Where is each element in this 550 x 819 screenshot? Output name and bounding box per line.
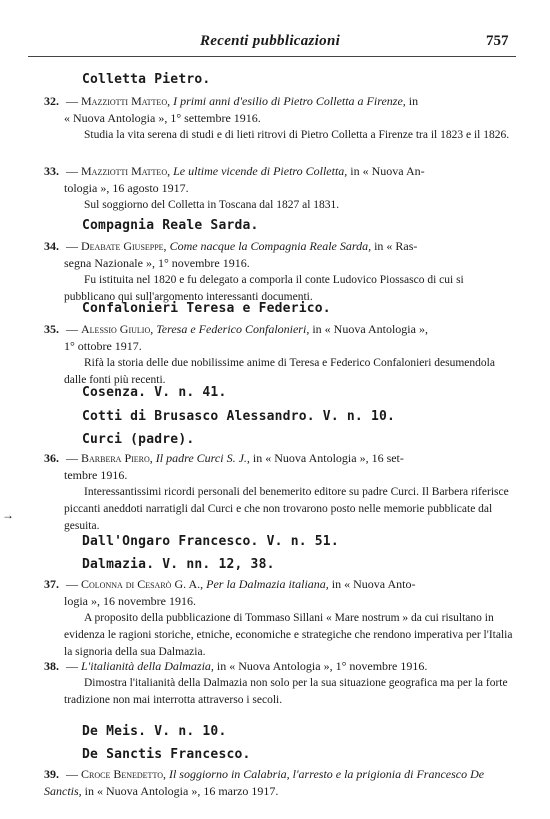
entry-dash: — [66,239,81,253]
entry-source: in « Nuova Antologia », 1° novembre 1916. [213,659,428,673]
margin-mark: → [2,508,14,522]
entry-annotation: Rifà la storia delle due nobilissime anime di Teresa e Federico Confalonieri desumendola dalle fonti più recenti. [64,357,495,386]
entry-number: 34. [44,239,59,253]
entry-number: 36. [44,451,59,465]
entry-source: in « Nuova Antologia », 16 set- [249,451,404,465]
entry-number: 37. [44,577,59,591]
subject-heading: Cotti di Brusasco Alessandro. V. n. 10. [82,409,396,424]
bibliography-entry [44,93,514,144]
entry-source-cont: tologia », 16 agosto 1917. [64,181,189,195]
header-rule [28,56,516,57]
entry-dash: — [66,767,81,781]
entry-annotation: Studia la vita serena di studi e di lieti ritrovi di Pietro Colletta a Firenze tra il 1823 e il 1826. [84,129,510,141]
entry-title: Il soggiorno in Calabria, l'arresto e la prigionia di Francesco De Sanctis, [44,767,485,798]
entry-number: 33. [44,164,59,178]
subject-heading: Dalmazia. V. nn. 12, 38. [82,557,275,572]
entry-source: in « Ras- [371,239,418,253]
subject-heading: De Sanctis Francesco. [82,747,251,762]
running-head-title: Recenti pubblicazioni [200,33,341,49]
entry-title: Per la Dalmazia italiana, [206,577,329,591]
running-head [0,30,550,50]
entry-title: Come nacque la Compagnia Reale Sarda, [169,239,372,253]
entry-source: in « Nuova Antologia », [309,322,428,336]
entry-author: Deabate Giuseppe, [81,239,167,253]
entry-source-cont: segna Nazionale », 1° novembre 1916. [64,256,250,270]
entry-number: 38. [44,659,59,673]
entry-annotation: Dimostra l'italianità della Dalmazia non solo per la sua situazione geografica ma per la forte tradizione non mai interrotta attraverso i secoli. [64,677,508,706]
subject-heading: Compagnia Reale Sarda. [82,218,259,233]
bibliography-entry [44,238,514,306]
entry-title: Le ultime vicende di Pietro Colletta, [173,164,348,178]
bibliography-entry [44,321,514,389]
subject-heading: De Meis. V. n. 10. [82,724,227,739]
entry-source-cont: tembre 1916. [64,468,128,482]
entry-number: 35. [44,322,59,336]
entry-title: L'italianità della Dalmazia, [81,659,214,673]
entry-dash: — [66,577,81,591]
entry-source: in « Nuova An- [347,164,425,178]
page-number: 757 [486,33,509,49]
entry-author: Barbera Piero, [81,451,153,465]
entry-dash: — [66,322,81,336]
entry-source-cont: « Nuova Antologia », 1° settembre 1916. [64,111,261,125]
subject-heading: Cosenza. V. n. 41. [82,385,227,400]
entry-source-cont: logia », 16 novembre 1916. [64,594,196,608]
entry-annotation: Interessantissimi ricordi personali del benemerito editore su padre Curci. Il Barbera riferisce piccanti aneddoti narratigli dal Curci e che non trovarono posto nelle memorie pubblicate dal gesuita. [64,486,509,532]
entry-author: Colonna di Cesarò G. A., [81,577,204,591]
entry-number: 39. [44,767,59,781]
entry-author: Alessio Giulio, [81,322,154,336]
entry-source: in « Nuova Anto- [328,577,416,591]
entry-source: in « Nuova Antologia », 16 marzo 1917. [81,784,279,798]
bibliography-entry [44,576,514,661]
entry-annotation: Sul soggiorno del Colletta in Toscana dal 1827 al 1831. [84,199,340,211]
subject-heading: Confalonieri Teresa e Federico. [82,301,331,316]
entry-dash: — [66,94,81,108]
entry-dash: — [66,164,81,178]
subject-heading: Curci (padre). [82,432,195,447]
entry-number: 32. [44,94,59,108]
subject-heading: Dall'Ongaro Francesco. V. n. 51. [82,534,339,549]
bibliography-entry [44,766,514,800]
entry-author: Mazziotti Matteo, [81,164,171,178]
entry-annotation: A proposito della pubblicazione di Tommaso Sillani « Mare nostrum » da cui risultano in evidenza le ragioni storiche, etniche, economiche e strategiche che rendono imperativa per l'Italia la signoria della sua Dalmazia. [64,612,513,658]
entry-author: Mazziotti Matteo, [81,94,171,108]
entry-dash: — [66,451,81,465]
entry-title: Il padre Curci S. J., [155,451,250,465]
entry-author: Croce Benedetto, [81,767,166,781]
entry-dash: — [66,659,81,673]
bibliography-entry [44,450,514,535]
entry-title: Teresa e Federico Confalonieri, [156,322,310,336]
entry-title: I primi anni d'esilio di Pietro Colletta a Firenze, [173,94,406,108]
bibliography-entry [44,163,514,214]
entry-source: in [405,94,419,108]
entry-annotation: Fu istituita nel 1820 e fu delegato a comporla il conte Ludovico Piossasco di cui si pubblicano qui sull'argomento interessanti documenti. [64,274,464,303]
entry-source-cont: 1° ottobre 1917. [64,339,142,353]
bibliography-entry [44,658,514,709]
subject-heading: Colletta Pietro. [82,72,211,87]
